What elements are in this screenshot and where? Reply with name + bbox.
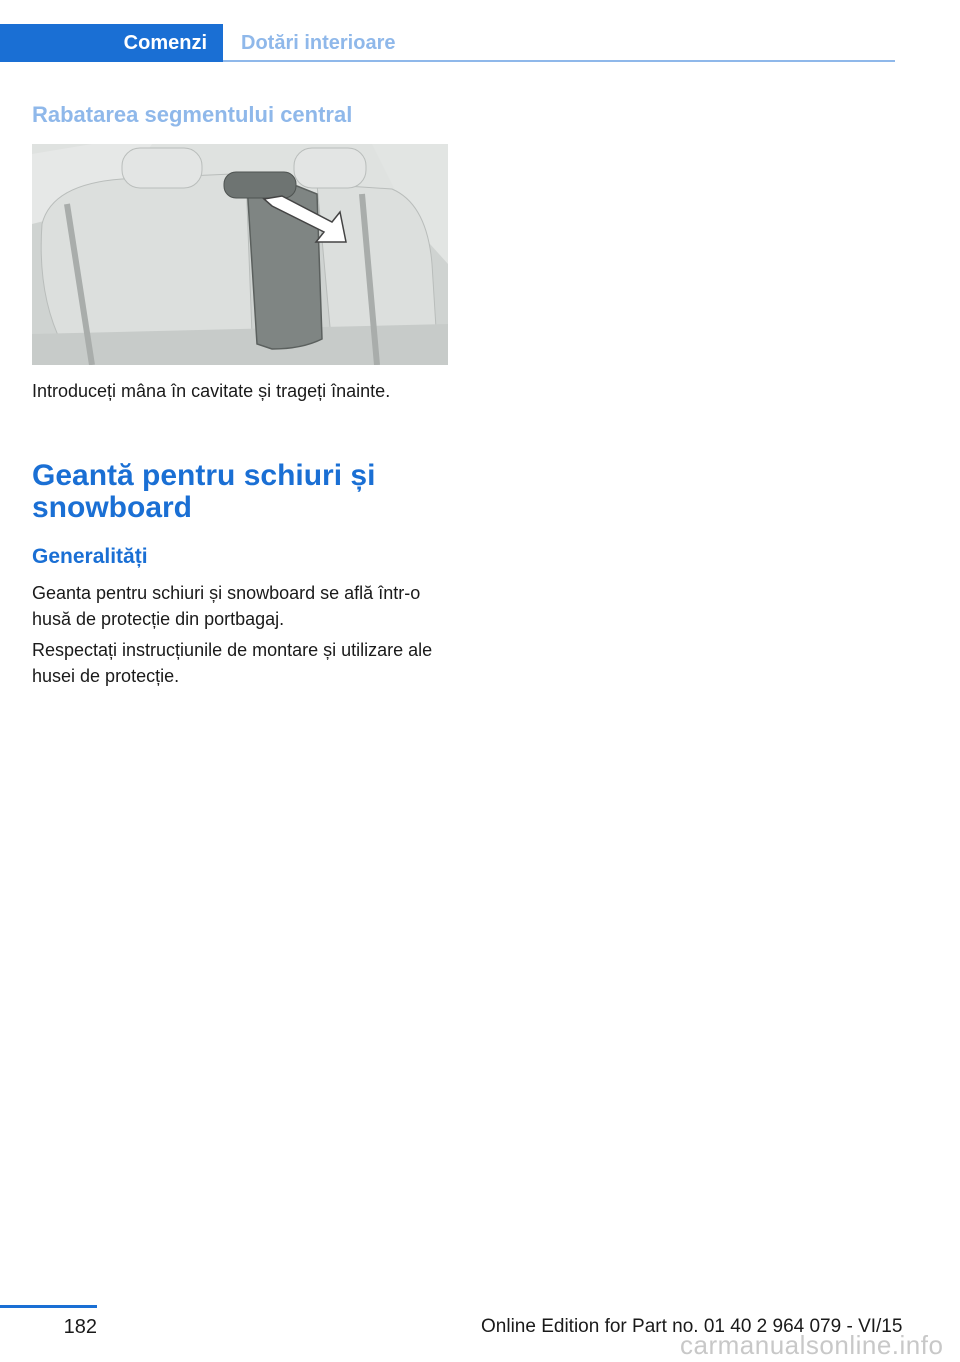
page-header (0, 24, 895, 62)
header-divider (223, 60, 895, 62)
chapter-subtitle: Generalități (32, 545, 148, 568)
tab-comenzi[interactable]: Comenzi (0, 24, 223, 62)
watermark: carmanualsonline.info (680, 1330, 944, 1360)
chapter-title: Geantă pentru schiuri și snowboard (32, 459, 376, 524)
page-number: 182 (63, 1316, 97, 1338)
rear-seat-illustration (32, 144, 448, 365)
paragraph-location: Geanta pentru schiuri și snowboard se află într-o husă de protecție din portbagaj. (32, 583, 421, 629)
paragraph-instructions: Respectați instrucțiunile de montare și utilizare ale husei de protecție. (32, 640, 433, 686)
tab-dotari-interioare[interactable]: Dotări interioare (241, 32, 396, 54)
footer-divider (0, 1305, 97, 1308)
edition-note: Online Edition for Part no. 01 40 2 964 079 - VI/15 (481, 1316, 903, 1337)
figure-caption: Introduceți mâna în cavitate și trageți înainte. (32, 381, 391, 401)
section-title: Rabatarea segmentului central (32, 102, 353, 127)
